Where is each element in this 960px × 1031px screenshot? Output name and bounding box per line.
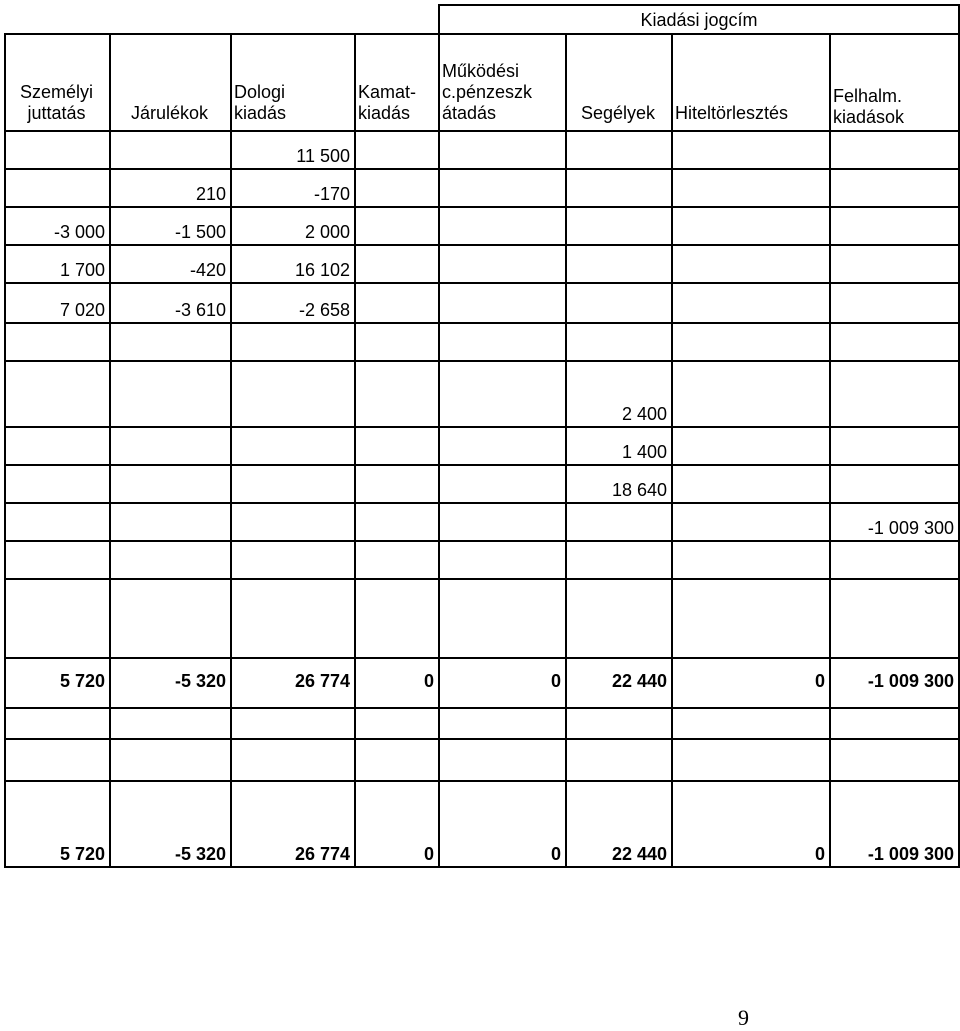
table-cell <box>110 541 231 579</box>
table-cell <box>110 361 231 427</box>
table-cell: -420 <box>110 245 231 283</box>
table-cell <box>672 169 830 207</box>
table-cell <box>672 739 830 781</box>
table-cell <box>439 739 566 781</box>
table-cell <box>439 169 566 207</box>
table-cell <box>355 427 439 465</box>
column-header-dologi-kiadas <box>231 34 355 131</box>
table-cell <box>439 245 566 283</box>
table-cell <box>355 503 439 541</box>
table-cell: 22 440 <box>566 781 672 867</box>
table-cell <box>5 465 110 503</box>
table-cell: 0 <box>439 658 566 708</box>
table-cell <box>355 323 439 361</box>
table-cell: 2 000 <box>231 207 355 245</box>
table-cell <box>355 739 439 781</box>
table-cell <box>439 323 566 361</box>
table-cell <box>5 708 110 739</box>
table-cell <box>439 465 566 503</box>
table-cell: 0 <box>355 781 439 867</box>
table-cell <box>5 427 110 465</box>
table-row <box>5 427 959 465</box>
column-header-hiteltorlesztes <box>672 34 830 131</box>
table-cell <box>672 207 830 245</box>
table-cell <box>830 739 959 781</box>
table-cell <box>5 323 110 361</box>
table-cell: -5 320 <box>110 658 231 708</box>
table-cell <box>231 541 355 579</box>
table-cell <box>672 131 830 169</box>
column-header-kamatkiadas <box>355 34 439 131</box>
table-cell: -1 009 300 <box>830 503 959 541</box>
table-cell: -2 658 <box>231 283 355 323</box>
table-cell <box>566 503 672 541</box>
table-cell <box>566 207 672 245</box>
table-cell: -5 320 <box>110 781 231 867</box>
table-cell: -1 500 <box>110 207 231 245</box>
table-cell <box>231 361 355 427</box>
table-cell: 0 <box>439 781 566 867</box>
table-cell <box>355 361 439 427</box>
table-cell <box>110 579 231 658</box>
table-cell <box>439 579 566 658</box>
table-cell <box>439 131 566 169</box>
table-row <box>5 541 959 579</box>
table-cell <box>110 739 231 781</box>
table-cell <box>566 169 672 207</box>
table-cell <box>566 541 672 579</box>
spacer-cell <box>5 5 439 34</box>
table-cell <box>231 503 355 541</box>
column-header-mukodesi-penzeszk-atadas <box>439 34 566 131</box>
table-cell <box>110 427 231 465</box>
table-cell <box>439 541 566 579</box>
table-cell <box>5 739 110 781</box>
table-cell <box>439 708 566 739</box>
table-cell: -3 610 <box>110 283 231 323</box>
table-cell: 0 <box>672 781 830 867</box>
table-cell <box>672 708 830 739</box>
table-cell: 26 774 <box>231 781 355 867</box>
table-cell <box>672 427 830 465</box>
table-row <box>5 245 959 283</box>
header-line: kiadások <box>833 107 905 127</box>
table-cell: 0 <box>672 658 830 708</box>
table-cell <box>355 169 439 207</box>
table-cell <box>5 131 110 169</box>
table-cell <box>355 579 439 658</box>
table-cell <box>566 323 672 361</box>
table-cell <box>672 503 830 541</box>
table-cell: 22 440 <box>566 658 672 708</box>
table-cell <box>231 323 355 361</box>
table-cell <box>355 708 439 739</box>
header-line: juttatás <box>27 103 86 123</box>
table-cell: 1 700 <box>5 245 110 283</box>
table-cell <box>355 283 439 323</box>
table-row <box>5 131 959 169</box>
table-cell: -1 009 300 <box>830 781 959 867</box>
table-cell <box>439 283 566 323</box>
header-row <box>5 34 959 131</box>
table-cell <box>355 541 439 579</box>
table-cell <box>231 427 355 465</box>
table-cell <box>355 465 439 503</box>
table-cell <box>830 708 959 739</box>
header-line: átadás <box>442 103 497 123</box>
header-line: Járulékok <box>130 103 209 123</box>
table-cell <box>110 503 231 541</box>
table-cell <box>5 579 110 658</box>
table-cell <box>830 361 959 427</box>
table-row <box>5 361 959 427</box>
table-cell <box>231 465 355 503</box>
table-cell <box>566 708 672 739</box>
table-cell <box>110 465 231 503</box>
header-line: Segélyek <box>580 103 656 123</box>
table-cell <box>566 579 672 658</box>
header-line: Működési <box>442 61 520 81</box>
table-cell <box>355 245 439 283</box>
table-cell: 210 <box>110 169 231 207</box>
table-cell <box>439 427 566 465</box>
page-number: 9 <box>738 1005 749 1030</box>
table-cell: -170 <box>231 169 355 207</box>
table-cell <box>830 245 959 283</box>
table-cell <box>830 169 959 207</box>
table-cell <box>439 361 566 427</box>
table-cell <box>5 503 110 541</box>
header-line: c.pénzeszk <box>442 82 533 102</box>
table-row <box>5 323 959 361</box>
table-cell: 2 400 <box>566 361 672 427</box>
table-cell <box>672 323 830 361</box>
header-line: Hiteltörlesztés <box>675 103 789 123</box>
table-cell <box>439 503 566 541</box>
header-line: kiadás <box>358 103 411 123</box>
table-cell <box>439 207 566 245</box>
table-cell <box>830 131 959 169</box>
table-row <box>5 207 959 245</box>
table-cell <box>566 131 672 169</box>
table-cell <box>566 283 672 323</box>
header-line: kiadás <box>234 103 287 123</box>
table-cell: 11 500 <box>231 131 355 169</box>
table-cell: 18 640 <box>566 465 672 503</box>
table-cell: 16 102 <box>231 245 355 283</box>
table-cell: -1 009 300 <box>830 658 959 708</box>
table-row <box>5 739 959 781</box>
table-cell <box>672 465 830 503</box>
table-cell <box>830 579 959 658</box>
table-cell: 7 020 <box>5 283 110 323</box>
table-cell <box>110 131 231 169</box>
header-line: Kamat- <box>358 82 417 102</box>
table-cell <box>830 323 959 361</box>
expenditure-table <box>4 4 960 868</box>
header-line: Személyi <box>19 82 94 102</box>
table-cell <box>231 579 355 658</box>
table-row <box>5 503 959 541</box>
table-cell <box>672 245 830 283</box>
table-cell <box>566 739 672 781</box>
table-cell <box>110 708 231 739</box>
table-cell <box>231 739 355 781</box>
column-header-szemelyi-juttatas <box>5 34 110 131</box>
table-cell: 26 774 <box>231 658 355 708</box>
table-row <box>5 169 959 207</box>
table-cell <box>672 283 830 323</box>
table-cell <box>672 541 830 579</box>
group-header: Kiadási jogcím <box>439 5 959 34</box>
header-line: Felhalm. <box>833 86 903 106</box>
table-cell: 0 <box>355 658 439 708</box>
table-cell <box>355 207 439 245</box>
column-header-felhalm-kiadasok <box>830 34 959 131</box>
table-cell <box>830 207 959 245</box>
table-cell <box>566 245 672 283</box>
table-cell <box>355 131 439 169</box>
table-cell: 5 720 <box>5 781 110 867</box>
total-row <box>5 781 959 867</box>
table-cell <box>5 169 110 207</box>
table-cell <box>672 579 830 658</box>
table-cell <box>110 323 231 361</box>
table-cell <box>830 427 959 465</box>
table-row <box>5 708 959 739</box>
table-cell <box>830 465 959 503</box>
subtotal-row <box>5 658 959 708</box>
table-cell: 5 720 <box>5 658 110 708</box>
table-cell <box>5 361 110 427</box>
table-cell: -3 000 <box>5 207 110 245</box>
table-row <box>5 465 959 503</box>
column-header-segelyek <box>566 34 672 131</box>
table-cell <box>830 283 959 323</box>
table-cell <box>231 708 355 739</box>
table-cell <box>830 541 959 579</box>
table-row <box>5 283 959 323</box>
header-line: Dologi <box>234 82 286 102</box>
table-cell <box>5 541 110 579</box>
table-cell: 1 400 <box>566 427 672 465</box>
table-row <box>5 579 959 658</box>
table-cell <box>672 361 830 427</box>
column-header-jarulekok <box>110 34 231 131</box>
